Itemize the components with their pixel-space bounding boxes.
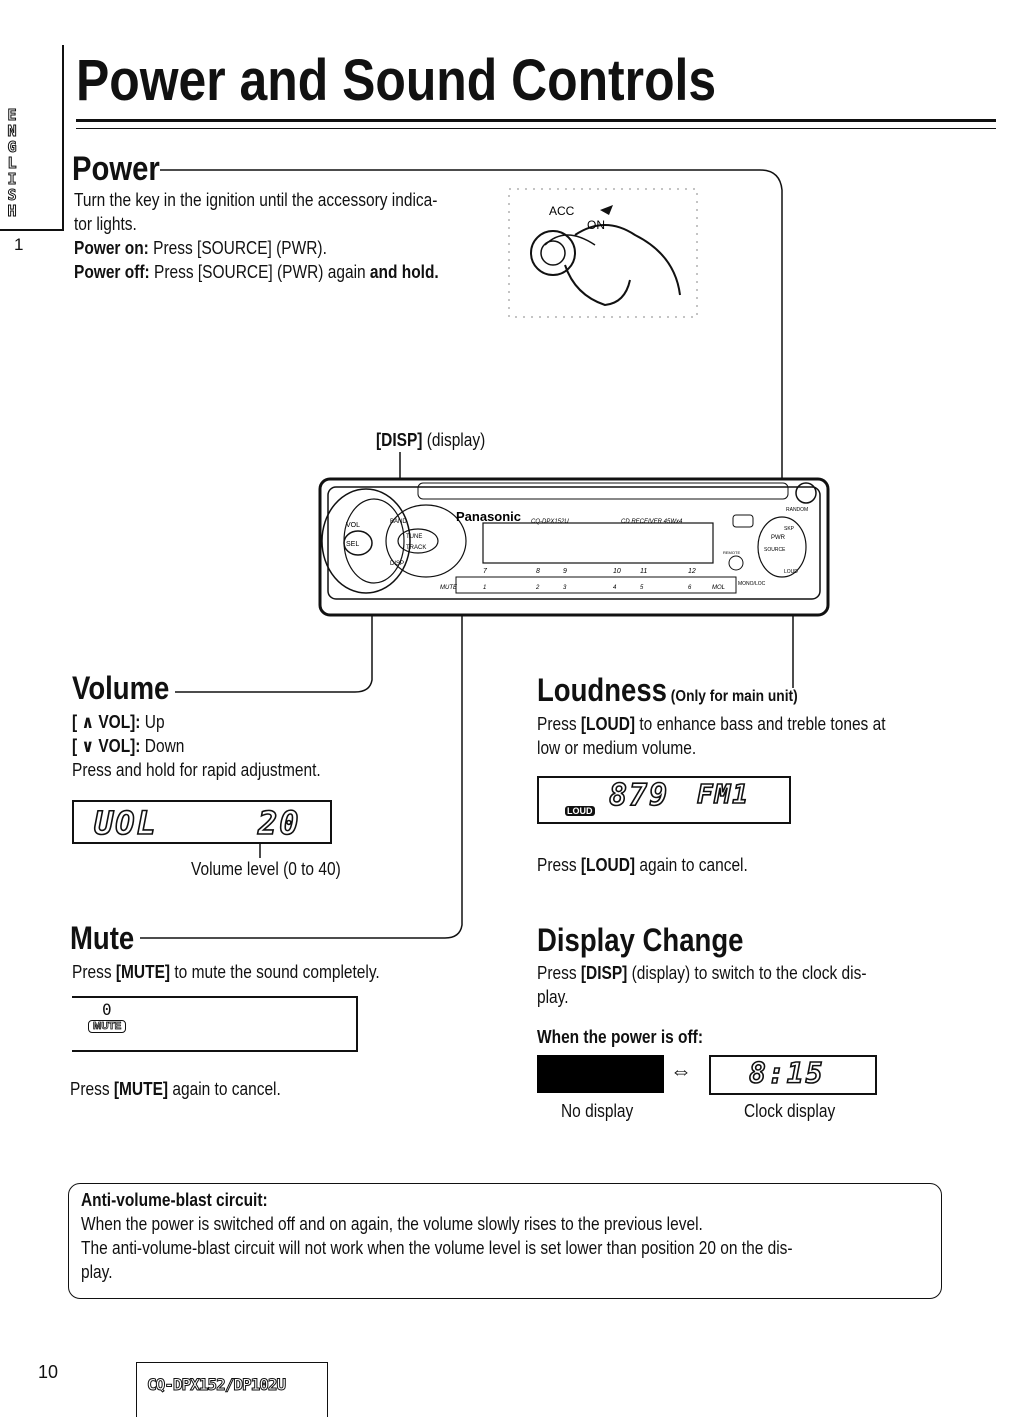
mute-lcd-digit: 0 bbox=[102, 1000, 112, 1019]
loudness-lcd-badge: LOUD bbox=[567, 806, 593, 816]
loudness-lcd-band: FM1 bbox=[697, 780, 750, 810]
mute-cancel bbox=[70, 1077, 281, 1101]
model-label: CQ-DPX152/DP102U bbox=[147, 1375, 286, 1394]
anti-volume-blast-line3: play. bbox=[81, 1262, 113, 1282]
power-off-subheading: When the power is off: bbox=[537, 1027, 703, 1047]
power-on-label: Power on: bbox=[74, 238, 149, 258]
volume-heading: Volume bbox=[72, 670, 170, 706]
preset-number: 12 bbox=[688, 568, 696, 575]
loudness-text-line2: low or medium volume. bbox=[537, 738, 697, 758]
language-letter: I bbox=[7, 170, 17, 188]
power-off-text-2: again bbox=[327, 262, 366, 282]
loudness-heading-line bbox=[537, 672, 798, 709]
brand-label: Panasonic bbox=[456, 509, 522, 524]
preset-number: 7 bbox=[483, 568, 487, 575]
random-label: RANDOM bbox=[786, 507, 809, 513]
clock-display-caption: Clock display bbox=[744, 1101, 836, 1121]
volume-lcd-label: UOL bbox=[94, 804, 158, 842]
language-letter: E bbox=[7, 106, 17, 124]
model-small-label: CQ-DPX152U bbox=[531, 519, 569, 525]
volume-up-text: Up bbox=[144, 712, 165, 732]
display-change-key: [DISP] bbox=[580, 963, 628, 983]
volume-down-line bbox=[72, 734, 433, 758]
source-label: SOURCE bbox=[764, 547, 786, 553]
power-off-label: Power off: bbox=[74, 262, 150, 282]
band-label: BAND bbox=[390, 519, 407, 525]
volume-down-key: [ ∨ VOL]: bbox=[72, 736, 141, 756]
display-change-text-2: (display) to switch to the clock dis- bbox=[631, 963, 867, 983]
track-label: TRACK bbox=[406, 545, 427, 551]
chapter-number: 1 bbox=[14, 235, 24, 254]
mute-text-1: Press bbox=[72, 962, 112, 982]
preset-key: 3 bbox=[563, 585, 567, 591]
display-change-text-1: Press bbox=[537, 963, 577, 983]
acc-label: ACC bbox=[549, 204, 575, 218]
power-off-text-3: and hold. bbox=[369, 262, 439, 282]
anti-volume-blast-line1: When the power is switched off and on again, the volume slowly rises to the previous level. bbox=[81, 1214, 703, 1234]
loudness-text-line1 bbox=[537, 712, 915, 736]
power-heading: Power bbox=[72, 150, 160, 188]
clock-lcd bbox=[709, 1055, 877, 1095]
loudness-subheading: (Only for main unit) bbox=[670, 688, 798, 705]
preset-key: 6 bbox=[688, 585, 692, 591]
preset-number: 10 bbox=[613, 568, 621, 575]
sel-label: SEL bbox=[346, 541, 360, 548]
preset-key: 1 bbox=[483, 585, 487, 591]
disp-label: DISP bbox=[390, 561, 405, 567]
vol-label: VOL bbox=[346, 522, 361, 529]
loudness-heading: Loudness bbox=[537, 672, 667, 708]
volume-description bbox=[72, 710, 492, 782]
model-tab bbox=[136, 1362, 328, 1417]
power-on-text: Press [SOURCE] (PWR). bbox=[153, 238, 327, 258]
display-change-line1 bbox=[537, 961, 915, 985]
volume-down-text: Down bbox=[144, 736, 185, 756]
language-letter: S bbox=[7, 186, 17, 204]
receiver-label: CD RECEIVER 45Wx4 bbox=[621, 519, 683, 525]
loudness-text-1b: to enhance bass and treble tones at bbox=[639, 714, 886, 734]
display-change-line2: play. bbox=[537, 987, 569, 1007]
no-display-panel bbox=[537, 1055, 664, 1093]
skip-label: SKP bbox=[784, 526, 795, 532]
anti-volume-blast-line2: The anti-volume-blast circuit will not work when the volume level is set lower than position 20 on the dis- bbox=[81, 1238, 793, 1258]
loudness-cancel bbox=[537, 853, 748, 877]
loud-label: LOUD bbox=[784, 569, 798, 575]
tune-label: TUNE bbox=[406, 534, 423, 540]
volume-lcd-level: 20 bbox=[258, 804, 301, 842]
mute-key: [MUTE] bbox=[115, 962, 171, 982]
mute-heading: Mute bbox=[70, 920, 135, 956]
preset-key: 2 bbox=[536, 585, 540, 591]
remote-label: REMOTE bbox=[723, 550, 741, 555]
swap-arrow-icon: ⇔ bbox=[670, 1058, 692, 1083]
clock-lcd-value: 8:15 bbox=[749, 1057, 825, 1090]
preset-key: 4 bbox=[613, 585, 617, 591]
loudness-key: [LOUD] bbox=[580, 714, 636, 734]
loudness-description bbox=[537, 712, 977, 760]
page-number: 10 bbox=[38, 1362, 59, 1382]
loudness-text-1a: Press bbox=[537, 714, 577, 734]
disp-callout bbox=[376, 428, 485, 452]
display-change-description bbox=[537, 961, 977, 1009]
display-change-heading: Display Change bbox=[537, 922, 744, 958]
mute-text-2: to mute the sound completely. bbox=[174, 962, 380, 982]
volume-up-line bbox=[72, 710, 433, 734]
head-unit-illustration bbox=[318, 475, 830, 620]
loudness-cancel-1: Press bbox=[537, 855, 577, 875]
mute-label: MUTE bbox=[440, 585, 457, 591]
power-off-text-1: Press [SOURCE] (PWR) bbox=[153, 262, 324, 282]
mute-description bbox=[72, 960, 380, 984]
mono-loc-label: MONO/LOC bbox=[738, 581, 766, 587]
disp-callout-key: [DISP] bbox=[376, 430, 423, 450]
volume-up-key: [ ∧ VOL]: bbox=[72, 712, 141, 732]
language-letter: G bbox=[7, 138, 17, 156]
pwr-label: PWR bbox=[771, 535, 785, 541]
preset-key: 5 bbox=[640, 585, 644, 591]
loudness-lcd bbox=[537, 776, 791, 824]
mute-lcd-badge: MUTE bbox=[88, 1020, 126, 1033]
power-text-line1: Turn the key in the ignition until the accessory indica- bbox=[74, 190, 438, 210]
preset-number: 11 bbox=[640, 568, 648, 575]
mute-cancel-1: Press bbox=[70, 1079, 110, 1099]
mol-label: MOL bbox=[712, 585, 726, 591]
mute-cancel-key: [MUTE] bbox=[113, 1079, 169, 1099]
language-letter: L bbox=[7, 154, 17, 172]
loudness-cancel-2: again to cancel. bbox=[639, 855, 748, 875]
preset-number: 9 bbox=[563, 568, 567, 575]
on-label: ON bbox=[587, 218, 605, 232]
disp-callout-note: (display) bbox=[426, 430, 486, 450]
loudness-lcd-frequency: 879 bbox=[609, 778, 670, 813]
anti-volume-blast-title: Anti-volume-blast circuit: bbox=[81, 1190, 268, 1210]
no-display-caption: No display bbox=[561, 1101, 634, 1121]
mute-cancel-2: again to cancel. bbox=[172, 1079, 281, 1099]
loudness-cancel-key: [LOUD] bbox=[580, 855, 636, 875]
language-letter: H bbox=[7, 202, 17, 220]
page-title: Power and Sound Controls bbox=[76, 48, 717, 113]
mute-lcd bbox=[72, 996, 358, 1052]
language-letter: N bbox=[7, 122, 17, 140]
volume-lcd bbox=[72, 800, 332, 844]
volume-level-caption: Volume level (0 to 40) bbox=[191, 859, 341, 879]
anti-volume-blast-box bbox=[68, 1183, 942, 1299]
preset-number: 8 bbox=[536, 568, 540, 575]
power-text-line2: tor lights. bbox=[74, 214, 137, 234]
volume-note: Press and hold for rapid adjustment. bbox=[72, 760, 321, 780]
